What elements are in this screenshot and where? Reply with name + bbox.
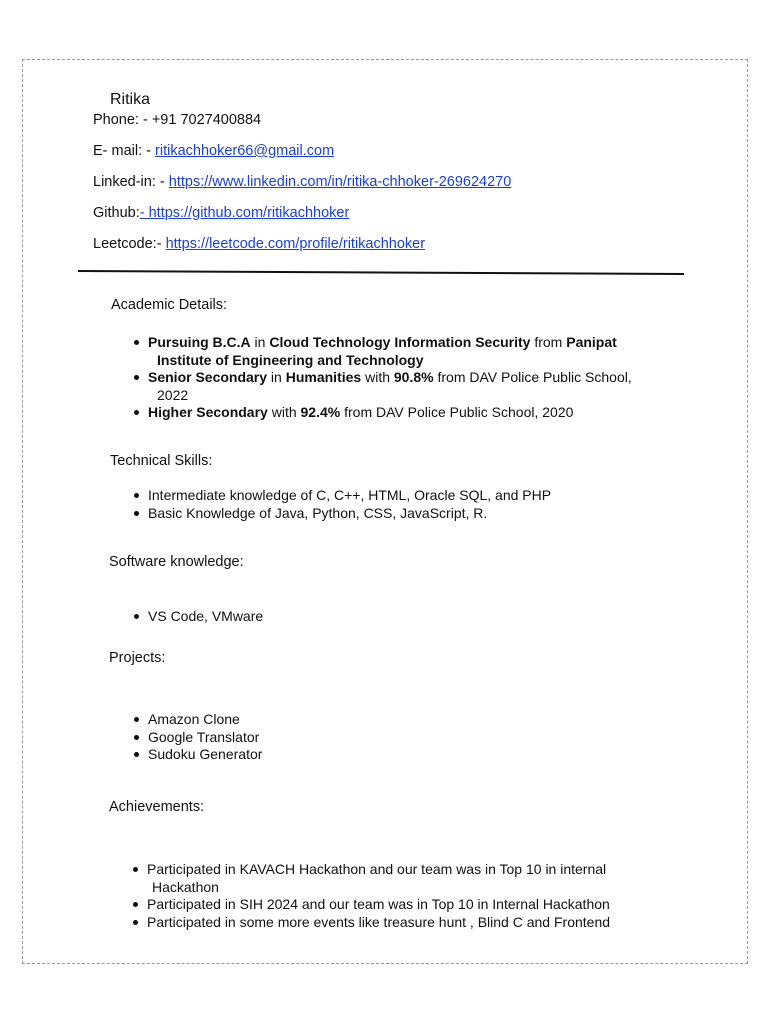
achievement-text: Participated in SIH 2024 and our team was in Top 10 in Internal Hackathon [147,896,610,912]
academic-list [132,334,692,422]
edu-text: with [361,369,394,385]
email-line [93,143,334,159]
github-link[interactable]: - https://github.com/ritikachhoker [139,205,350,221]
edu-text: from [530,334,567,350]
list-item: Sudoku Generator [132,746,262,764]
achievement-text: Participated in some more events like treasure hunt , Blind C and Frontend [147,913,611,930]
achievement-text: Participated in KAVACH Hackathon and our team was in Top 10 in internal [147,861,607,877]
list-item [131,914,610,932]
academic-heading: Academic Details: [111,297,228,313]
candidate-name: Ritika [110,91,151,108]
linkedin-line [93,174,511,190]
projects-list [132,711,262,764]
phone-line [93,112,261,128]
linkedin-label: Linked-in: - [93,174,169,190]
list-item: Amazon Clone [132,711,262,729]
edu-score: 90.8% [393,369,434,385]
edu-school: from DAV Police Public School, [433,369,632,385]
achievement-text-cont: Hackathon [152,878,219,895]
list-item [132,369,692,404]
edu-text: in [250,334,270,350]
edu-school: from DAV Police Public School, 2020 [340,404,574,420]
edu-text: in [267,369,286,385]
leetcode-link[interactable]: https://leetcode.com/profile/ritikachhoker [165,236,426,252]
edu-degree: Pursuing B.C.A [148,334,251,350]
leetcode-label: Leetcode:- [93,236,166,252]
list-item [131,896,610,914]
list-item: VS Code, VMware [132,608,263,626]
edu-level: Higher Secondary [148,404,268,420]
edu-specialization: Cloud Technology Information Security [269,334,531,350]
edu-score: 92.4% [300,404,341,420]
achievements-heading: Achievements: [109,799,205,815]
github-line [93,205,349,221]
list-item [132,334,692,369]
list-item: Google Translator [132,729,262,747]
list-item: Basic Knowledge of Java, Python, CSS, JavaScript, R. [132,505,551,523]
edu-stream: Humanities [285,369,362,385]
projects-heading: Projects: [109,650,166,666]
email-link[interactable]: ritikachhoker66@gmail.com [155,143,335,159]
edu-institute: Panipat [566,334,617,350]
edu-level: Senior Secondary [148,369,268,385]
edu-institute-cont: Institute of Engineering and Technology [157,351,424,368]
list-item: Intermediate knowledge of C, C++, HTML, Oracle SQL, and PHP [132,487,551,505]
edu-year: 2022 [157,386,189,403]
technical-heading: Technical Skills: [110,453,213,469]
software-heading: Software knowledge: [109,554,244,570]
achievements-list [131,861,610,931]
github-label: Github: [93,205,140,221]
email-label: E- mail: - [93,143,156,159]
phone-value: +91 7027400884 [151,112,262,128]
phone-label: Phone: - [93,112,152,128]
linkedin-link[interactable]: https://www.linkedin.com/in/ritika-chhoker-269624270 [168,174,512,190]
edu-text: with [267,404,301,420]
leetcode-line [93,236,425,252]
software-list [132,608,263,626]
technical-list [132,487,551,522]
list-item [132,404,692,422]
list-item [131,861,610,896]
